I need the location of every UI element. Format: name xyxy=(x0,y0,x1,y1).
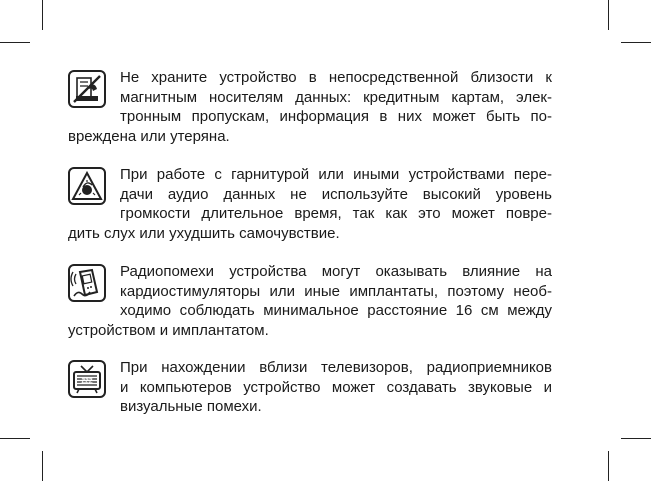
text-line: громкости длительное время, так как это может повре- xyxy=(120,205,552,222)
text-line: Радиопомехи устройства могут оказывать влияние на xyxy=(120,263,552,280)
text-line: ходимо соблюдать минимальное расстояние 16 см между xyxy=(120,302,552,319)
text-line: вреждена или утеряна. xyxy=(68,127,230,145)
text-line: дачи аудио данных не используйте высокий уровень xyxy=(120,185,552,203)
text-line: визуальные помехи. xyxy=(120,398,262,415)
text-line: устройством и имплантатом. xyxy=(68,321,269,339)
text-line: и компьютеров устройство может создавать звуковые и xyxy=(120,378,552,396)
crop-mark-left-bottom xyxy=(0,438,30,439)
warning-section-hearing xyxy=(68,165,552,243)
text-line: кардиостимуляторы или иные имплантаты, поэтому необ- xyxy=(120,282,552,300)
text-line: При нахождении вблизи телевизоров, радиоприемников xyxy=(120,359,552,376)
crop-mark-top-right xyxy=(608,0,609,30)
crop-mark-bottom-right xyxy=(608,451,609,481)
warning-section-magnetic xyxy=(68,68,552,146)
text-line: тронным пропускам, информация в них может быть по- xyxy=(120,108,552,125)
warning-section-pacemaker xyxy=(68,262,552,340)
text-line: дить слух или ухудшить самочувствие. xyxy=(68,224,340,242)
crop-mark-right-bottom xyxy=(621,438,651,439)
crop-mark-top-left xyxy=(42,0,43,30)
text-line: При работе с гарнитурой или иными устройствами пере- xyxy=(120,166,552,183)
crop-mark-bottom-left xyxy=(42,451,43,481)
text-line: магнитным носителям данных: кредитным картам, элек- xyxy=(120,88,552,106)
warning-section-tv-interference xyxy=(68,358,552,417)
svg-text:ZZZ: ZZZ xyxy=(81,379,93,385)
crop-mark-right-top xyxy=(621,42,651,43)
text-line: Не храните устройство в непосредственной близости к xyxy=(120,69,552,86)
crop-mark-left-top xyxy=(0,42,30,43)
